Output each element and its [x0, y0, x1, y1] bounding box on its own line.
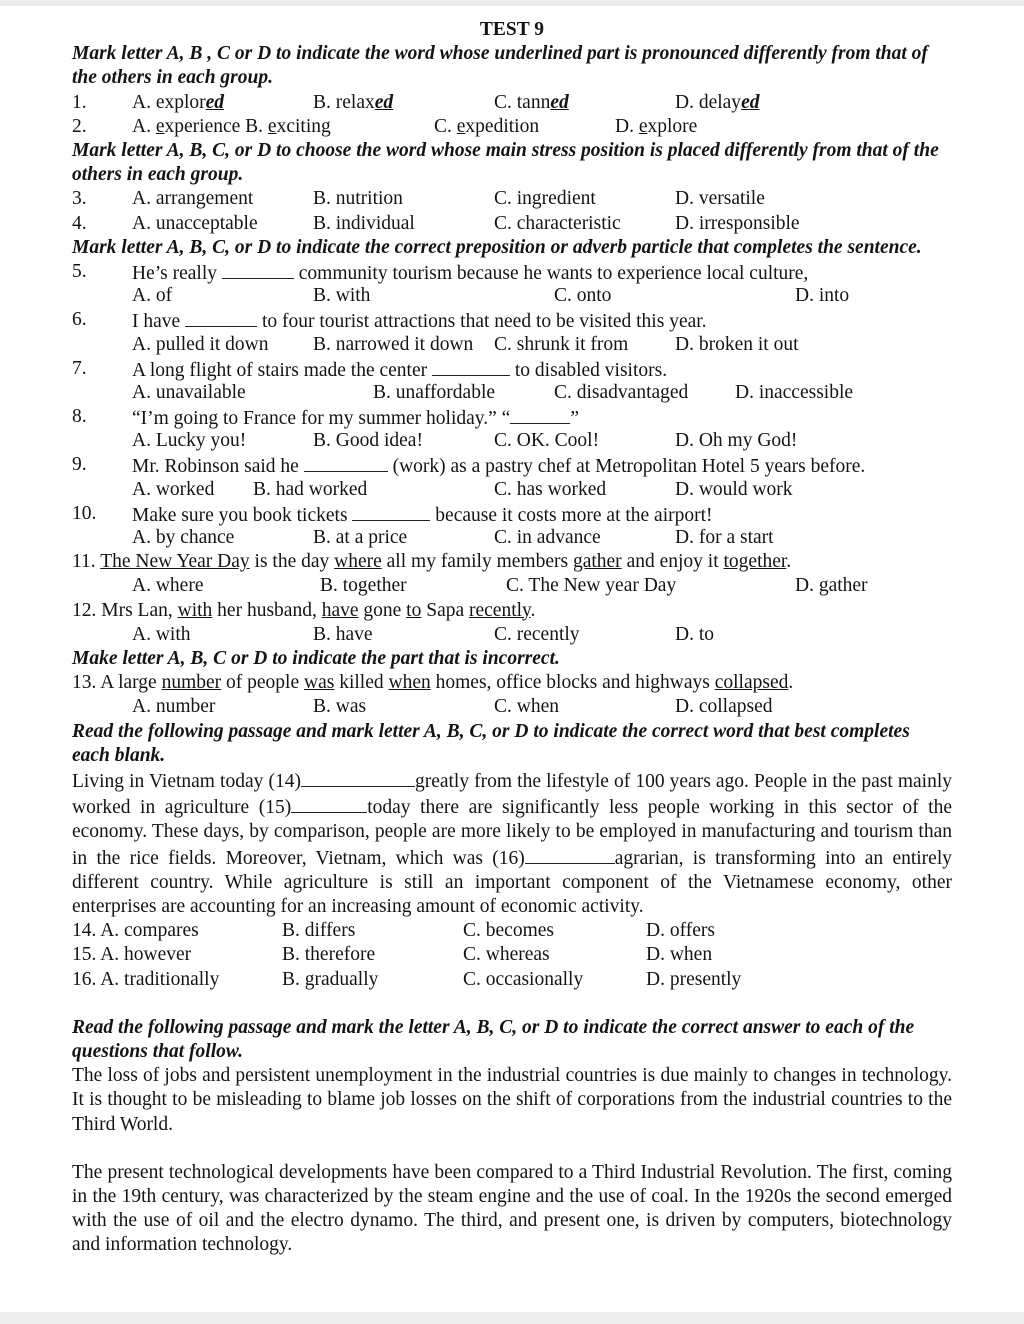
instruction-preposition: Mark letter A, B, C, or D to indicate the correct preposition or adverb particle that completes the sentence.	[72, 236, 922, 258]
option-a[interactable]: A. unavailable	[132, 381, 246, 403]
option-a[interactable]: A. pulled it down	[132, 333, 269, 355]
question-15: 15. A. however B. therefore C. whereas D. when	[72, 943, 952, 967]
option-a-b[interactable]: A. experience B. exciting	[132, 115, 331, 137]
option-a[interactable]: A. Lucky you!	[132, 430, 247, 452]
question-10-options	[72, 526, 952, 550]
option-a[interactable]: A. however	[100, 944, 192, 966]
option-b[interactable]: B. individual	[313, 212, 415, 234]
option-b[interactable]: B. gradually	[282, 968, 379, 990]
option-d[interactable]: D. offers	[646, 920, 715, 942]
option-a[interactable]: A. by chance	[132, 527, 235, 549]
page-title: TEST 9	[479, 19, 545, 40]
blank-15[interactable]	[291, 794, 367, 813]
question-11-stem: 11. The New Year Day is the day where all my family members gather and enjoy it together.	[72, 551, 792, 573]
cloze-passage: Living in Vietnam today (14) greatly from the lifestyle of 100 years ago. People in the past mainly worked in agriculture (15) today there are significantly less people working in this sector of the economy. These days, by comparison, people are more likely to be employed in manufacturing and tourism than in the rice fields. Moreover, Vietnam, which was (16) agrarian, is transforming into an entirely different country. While agriculture is still an important component of the Vietnamese economy, other enterprises are accounting for an increasing amount of economic activity.	[72, 768, 952, 919]
top-band	[0, 0, 1024, 6]
reading-paragraph-2: The present technological developments have been compared to a Third Industrial Revolution. The first, coming in the 19th century, was characterized by the steam engine and the use of coal. In the 1920s the second emerged with the use of oil and the electro dynamo. The third, and present one, is driven by computers, biotechnology and information technology.	[72, 1161, 952, 1256]
blank-16[interactable]	[525, 845, 615, 864]
question-1: 1. A. explored B. relaxed C. tanned D. delayed	[72, 91, 952, 115]
option-c[interactable]: C. disadvantaged	[554, 381, 689, 403]
option-b[interactable]: B. was	[313, 696, 367, 718]
question-6-options	[72, 333, 952, 357]
option-d[interactable]: D. would work	[675, 478, 793, 500]
question-14: 14. A. compares B. differs C. becomes D. offers	[72, 919, 952, 943]
option-c[interactable]: C. ingredient	[494, 188, 596, 210]
option-c[interactable]: C. OK. Cool!	[494, 430, 600, 452]
option-b[interactable]: B. Good idea!	[313, 430, 423, 452]
question-11-options	[72, 574, 952, 598]
option-a[interactable]: A. explored	[132, 91, 225, 113]
option-d[interactable]: D. delayed	[675, 91, 760, 113]
option-d[interactable]: D. Oh my God!	[675, 430, 798, 452]
option-b[interactable]: B. unaffordable	[373, 381, 496, 403]
instruction-stress: Mark letter A, B, C, or D to choose the word whose main stress position is placed differently from that of the others in each group.	[72, 139, 939, 186]
question-8-options	[72, 429, 952, 453]
question-2: 2. A. experience B. exciting C. expedition D. explore	[72, 115, 952, 139]
answer-blank[interactable]	[510, 405, 570, 424]
option-d[interactable]: D. collapsed	[675, 696, 773, 718]
option-a[interactable]: A. worked	[132, 478, 215, 500]
test-document	[72, 18, 952, 1258]
question-8-stem: 8. “I’m going to France for my summer holiday.” “ ”	[72, 406, 579, 430]
option-c[interactable]: C. recently	[494, 623, 580, 645]
question-7-stem: 7. A long flight of stairs made the center to disabled visitors.	[72, 357, 668, 381]
answer-blank[interactable]	[304, 453, 388, 472]
option-d[interactable]: D. versatile	[675, 188, 765, 210]
option-a[interactable]: A. with	[132, 623, 191, 645]
instruction-reading: Read the following passage and mark the letter A, B, C, or D to indicate the correct answer to each of the questions that follow.	[72, 1016, 915, 1062]
option-c[interactable]: C. expedition	[434, 115, 540, 137]
question-4: 4. A. unacceptable B. individual C. characteristic D. irresponsible	[72, 212, 952, 236]
option-a[interactable]: A. number	[132, 696, 216, 718]
option-c[interactable]: C. tanned	[494, 91, 569, 113]
question-7-options	[72, 381, 952, 405]
option-c[interactable]: C. onto	[554, 285, 612, 307]
answer-blank[interactable]	[185, 308, 257, 327]
option-c[interactable]: C. characteristic	[494, 212, 621, 234]
option-d[interactable]: D. irresponsible	[675, 212, 800, 234]
option-d[interactable]: D. explore	[615, 115, 698, 137]
option-a[interactable]: A. compares	[100, 920, 199, 942]
option-a[interactable]: A. of	[132, 285, 173, 307]
option-b[interactable]: B. together	[320, 575, 407, 597]
answer-blank[interactable]	[222, 260, 294, 279]
option-d[interactable]: D. inaccessible	[735, 381, 854, 403]
option-c[interactable]: C. shrunk it from	[494, 333, 629, 355]
option-c[interactable]: C. when	[494, 696, 559, 718]
question-10-stem: 10. Make sure you book tickets because it costs more at the airport!	[72, 502, 713, 526]
option-d[interactable]: D. broken it out	[675, 333, 799, 355]
option-b[interactable]: B. with	[313, 285, 371, 307]
question-12-options	[72, 623, 952, 647]
option-c[interactable]: C. The New year Day	[506, 575, 677, 597]
option-a[interactable]: A. traditionally	[100, 968, 220, 990]
question-3: 3. A. arrangement B. nutrition C. ingredient D. versatile	[72, 187, 952, 211]
option-b[interactable]: B. at a price	[313, 527, 408, 549]
option-b[interactable]: B. had worked	[253, 478, 368, 500]
option-d[interactable]: D. to	[675, 623, 714, 645]
option-a[interactable]: A. where	[132, 575, 204, 597]
option-d[interactable]: D. when	[646, 944, 713, 966]
option-b[interactable]: B. nutrition	[313, 188, 403, 210]
question-9-stem: 9. Mr. Robinson said he (work) as a pastry chef at Metropolitan Hotel 5 years before.	[72, 454, 866, 478]
option-d[interactable]: D. gather	[795, 575, 868, 597]
option-b[interactable]: B. have	[313, 623, 373, 645]
option-a[interactable]: A. arrangement	[132, 188, 254, 210]
question-9-options	[72, 478, 952, 502]
question-13-options	[72, 695, 952, 719]
question-5-options	[72, 284, 952, 308]
option-d[interactable]: D. for a start	[675, 527, 774, 549]
question-6-stem: 6. I have to four tourist attractions that need to be visited this year.	[72, 309, 707, 333]
option-c[interactable]: C. in advance	[494, 527, 601, 549]
option-b[interactable]: B. relaxed	[313, 91, 394, 113]
option-c[interactable]: C. becomes	[463, 920, 554, 942]
blank-14[interactable]	[301, 768, 415, 787]
question-5-stem: 5. He’s really community tourism because he wants to experience local culture,	[72, 260, 809, 284]
instruction-incorrect: Make letter A, B, C or D to indicate the part that is incorrect.	[72, 647, 560, 669]
reading-paragraph-1: The loss of jobs and persistent unemployment in the industrial countries is due mainly to changes in technology. It is thought to be misleading to blame job losses on the shift of corporations from the industrial countries to the Third World.	[72, 1065, 952, 1135]
instruction-cloze: Read the following passage and mark letter A, B, C, or D to indicate the correct word that best completes each blank.	[72, 720, 910, 766]
instruction-pronunciation: Mark letter A, B , C or D to indicate the word whose underlined part is pronounced differently from that of the others in each group.	[72, 43, 928, 89]
answer-blank[interactable]	[352, 502, 430, 521]
option-d[interactable]: D. into	[795, 285, 850, 307]
option-c[interactable]: C. occasionally	[463, 968, 584, 990]
question-12-stem: 12. Mrs Lan, with her husband, have gone to Sapa recently.	[72, 599, 536, 621]
option-d[interactable]: D. presently	[646, 968, 742, 990]
bottom-band	[0, 1312, 1024, 1324]
question-13-stem: 13. A large number of people was killed when homes, office blocks and highways collapsed.	[72, 672, 794, 694]
answer-blank[interactable]	[432, 357, 510, 376]
question-16: 16. A. traditionally B. gradually C. occasionally D. presently	[72, 968, 952, 992]
option-a[interactable]: A. unacceptable	[132, 212, 258, 234]
option-c[interactable]: C. whereas	[463, 944, 550, 966]
option-b[interactable]: B. therefore	[282, 944, 376, 966]
option-b[interactable]: B. narrowed it down	[313, 333, 474, 355]
option-b[interactable]: B. differs	[282, 920, 356, 942]
option-c[interactable]: C. has worked	[494, 478, 607, 500]
